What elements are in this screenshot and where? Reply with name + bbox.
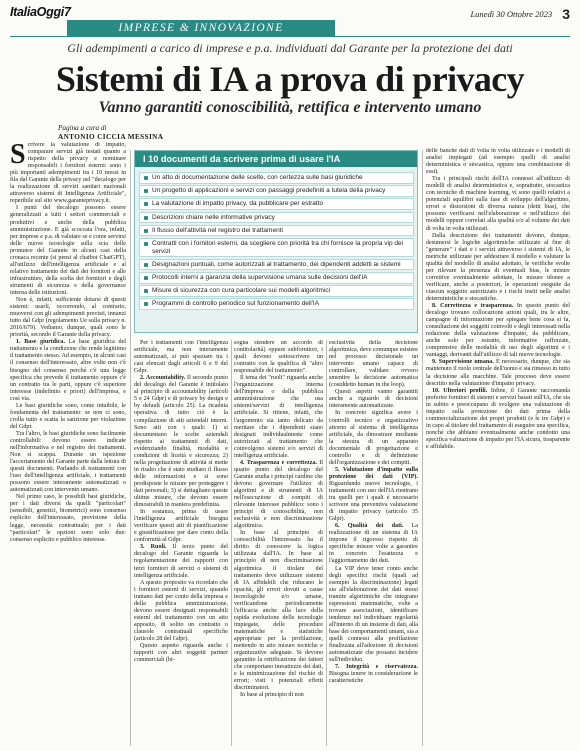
- issue-date: Lunedì 30 Ottobre 2023: [470, 9, 553, 19]
- page-info: [470, 6, 570, 22]
- section-bar: [67, 20, 335, 36]
- box-list-item: [139, 238, 414, 257]
- column-5: [426, 148, 570, 746]
- box-list-item: [139, 272, 414, 284]
- column-1: [10, 142, 126, 746]
- paragraph: In base al principio di conoscibilità l'interessato ha il diritto di conoscere la logica utilizzata dall'IA. In base al principio di non discriminazione algoritmica il titolare del trattamento deve utilizzare sistemi di IA affidabili che riducano le opacità, gli errori dovuti a cause tecnologiche e/o umane, verificandone periodicamente l'efficacia anche alla luce della rapida evoluzione delle tecnologie impiegate, delle procedure matematiche e statistiche appropriate per la profilazione, mettendo in atto misure tecniche e organizzative adeguate. Si devono garantire la rettificazione dei fattori che comportano inesattezze dei dati, e la minimizzazione del rischio di errori; visti i potenziali effetti discriminatori.: [234, 530, 323, 692]
- box-list-item: [139, 198, 414, 210]
- paragraph: In base al principio di non: [240, 692, 304, 699]
- box-list-item: [139, 212, 414, 224]
- paragraph: Il tema dei "ruoli" riguarda anche l'organizzazione interna dell'impresa o della pubblica amministrazione che usa sistemi/servizi di intelligenza artificiale. Si ritiene, infatti, che l'argomento sia tanto delicato da meritare che i dipendenti siano designati individualmente come autorizzati al trattamento che coinvolgono sistemi e/o servizi di intelligenza artificiale.: [234, 375, 323, 459]
- square-bullet-icon: [144, 216, 148, 220]
- box-list-item-text: La valutazione di impatto privacy, da pubblicare per estratto: [152, 200, 324, 208]
- column-divider: [422, 150, 423, 746]
- newspaper-logo: ItaliaOggi7: [10, 5, 71, 19]
- box-list-item-text: Contratti con i fornitori esterni, da scegliere con priorità tra chi fornisce la propria vip dei servizi: [152, 239, 404, 255]
- paragraph: A questo proposito va ricordato che i fornitori esterni di servizi, quando trattano dati per conto della impresa e della pubblica amministrazione, devono essere designati responsabili esterni del trattamento con un atto apposito, di solito un contratto o clausole contrattuali specifiche (articolo 28 del Gdpr).: [134, 579, 228, 642]
- box-list-item: [139, 225, 414, 237]
- paragraph: Tra i principali rischi dell'IA connessi all'utilizzo di modelli di analisi deterministica e, soprattutto, stocastica con tecniche di machine learning, vi sono quelli relativi a potenziali squilibri sulla fase di sviluppo dell'algoritmo, errori e distorsioni di diversa natura (detti bias), che possono verificarsi nell'elaborazione o nell'utilizzo dei modelli oppure correlati alla qualità e/o al volume dei dati di volta in volta utilizzati.: [426, 176, 570, 232]
- column-4: [329, 340, 418, 746]
- box-list-item: [139, 285, 414, 297]
- square-bullet-icon: [144, 289, 148, 293]
- box-list-item-text: Il flusso dell'attività nel registro dei trattamenti: [152, 226, 283, 234]
- box-list-item: [139, 172, 414, 184]
- drop-cap: S: [10, 142, 26, 170]
- paragraph: Non è, infatti, sufficiente dotarsi di questi sistemi: usarli, occorrendo, al contrario, muoversi con gli adempimenti previsti, innanzi tutto dal Gdpr (regolamento Ue sulla privacy n. 2016/679). Vediamo, dunque, quali sono le priorità, secondo il Garante della privacy.: [10, 297, 126, 339]
- paragraph: 5. Valutazione d'impatto sulla protezione dei dati (VIP). Riguardando nuove tecnologie, i trattamenti con uso dell'IA rientrano tra quelli per i quali è necessario scrivere una preventiva valutazione di impatto privacy (articolo 35 Gdpr).: [329, 466, 418, 523]
- headline: Sistemi di IA a prova di privacy: [55, 59, 525, 99]
- paragraph: esclusività della decisione algoritmica, deve comunque esistere nel processo decisionale un intervento umano capace di controllare, validare ovvero smentire la decisione automatica (cosiddetto human in the loop).: [329, 340, 418, 389]
- box-list: [139, 172, 414, 311]
- square-bullet-icon: [144, 242, 148, 246]
- paragraph: Tra l'altro, le basi giuridiche sono facilmente controllabili: devono essere indicate nell'informativa e nel registro dei trattamenti. Non si scappa. Durante un ispezione l'accertamento del Garante parte dalla lettura di questi documenti. Parlando di trattamenti con l'uso dell'intelligenza artificiale, i trattamenti possono essere interamente automatizzati o automatizzati con intervento umano.: [10, 430, 126, 494]
- paragraph: In concreto significa avere i controlli tecnico e organizzativo attorno al sistema di intelligenza artificiale, da dimostrare mediante la stesura di un apparato documentale di progettazione e controllo e di definizione dell'organizzazione e dei compiti.: [329, 410, 418, 466]
- paragraph: 9. Supervisione umana. È necessario, dunque, che sia mantenuto il ruolo centrale dell'uomo e sia rimesso in tutto la decisione alle macchine. Tale processo deve essere descritto nella valutazione d'impatto privacy.: [426, 359, 570, 387]
- paragraph: I punti del decalogo possono essere generalizzati a tutti i settori commerciali e produttivi e anche della pubblica amministrazione. E già scoccata l'ora, infatti, per imprese e p.a. di valutare se e come servirsi delle nuove tecnologie sulla scia delle pronunce del Garante in alcuni casi della cronaca recente (si pensi al chatbot ChatGPT), all'utilizzo dell'intelligenza artificiale e al relativo trattamento dei dati dei fornitori e alle infrastrutture, della scelta dei fornitori e degli strumenti di sicurezza e della governance interna delle istituzioni.: [10, 205, 126, 296]
- paragraph: In sostanza, prima di usare l'intelligenza artificiale bisogna verificare questi atti di pianificazione e giustificazione per dare conto della conformità al Gdpr.: [134, 509, 228, 544]
- square-bullet-icon: [144, 176, 148, 180]
- box-list-item: [139, 298, 414, 310]
- square-bullet-icon: [144, 263, 148, 267]
- paragraph: 4. Trasparenza e correttezza. Il quarto punto del decalogo del Garante studia i principi cardine che devono governare l'utilizzo di algoritmi e di strumenti di IA nell'esecuzione di compiti di rilevante interesse pubblico: sono i principi di conoscibilità, non esclusività e non discriminazione algoritmica.: [234, 459, 323, 530]
- box-list-item-text: Descrizioni chiare nelle informative privacy: [152, 213, 275, 221]
- paragraph: Questi aspetti vanno garantiti anche a riguardo di decisioni interamente automatizzate.: [329, 389, 418, 410]
- box-list-item-text: Misure di sicurezza con cura particolare sui modelli algoritmici: [152, 287, 331, 295]
- column-1-text: [10, 142, 126, 544]
- byline: [58, 124, 178, 142]
- box-list-item-text: Programmi di controllo periodico sul funzionamento dell'IA: [152, 300, 320, 308]
- paragraph: sogna stendere un accordo di contitolarità) oppure subfornitori, i quali devono sottoscrivere un contratto con la qualifica di "altro responsabile del trattamento".: [234, 340, 323, 375]
- square-bullet-icon: [144, 229, 148, 233]
- box-list-item: [139, 185, 414, 197]
- section-title: IMPRESE & INNOVAZIONE: [118, 22, 284, 34]
- kicker: Gli adempimenti a carico di imprese e p.a. individuati dal Garante per la protezione dei dati: [67, 41, 513, 55]
- page-number: 3: [562, 6, 570, 22]
- paragraph: 7. Integrità e riservatezza. Bisogna tenere in considerazione le caratteristiche: [329, 664, 418, 685]
- square-bullet-icon: [144, 202, 148, 206]
- paragraph: 3. Ruoli. Il terzo punto del decalogo del Garante riguarda la regolamentazione dei rapporti con terzi fornitori di servizi o sistemi di intelligenza artificiale.: [134, 544, 228, 579]
- column-3: [234, 340, 323, 746]
- paragraph: delle banche dati di volta in volta utilizzate e i modelli di analisi impiegati (ad esempio quelli di analisi deterministica o stocastica, oppure una combinazione di essi).: [426, 148, 570, 176]
- top-rule: [10, 36, 570, 37]
- paragraph: La VIP deve tener conto anche degli specifici rischi (quali ad esempio la discriminazione) legati sia all'elaborazione dei dati stessi tramite algoritmiche che integrano espressioni matematiche, volte a trovare associazioni, identificare tendenze nel individuare regolarità all'interno di un insieme di dati, alla base dei comportamenti umani, sia a quelli connessi alla profilazione finalizzata all'adozione di decisioni automatizzate che possano incidere sull'individuo.: [329, 565, 418, 664]
- box-title: I 10 documenti da scrivere prima di usare l'IA: [135, 151, 417, 167]
- paragraph: 8. Correttezza e trasparenza. In questo punto del decalogo trovano collocazione azioni quali, tra le altre, campagne di informazione per spiegare bene cosa si fa, consultazione dei soggetti coinvolti e degli interessati nella redazione della valutazione d'impatto, da pubblicare, anche solo per estratto, informative rafforzate, comprensive delle modalità di uso degli algoritmi e i vantaggi, derivanti dall'utilizzo di tali nuove tecnologie.: [426, 303, 570, 359]
- paragraph: 10. Ulteriori profili. Infine, il Garante raccomanda preferire fornitori di sistemi e servizi basati sull'IA, che sia in subito e preoccupano di svolgere una valutazione di impatto sulla protezione dei dati prima della commercializzazione dei propri prodotti (e le tre Gdpr) e in capo al titolare del trattamento di eseguire una specifica, nonché che abbiano eventualmente anche condotto una specifica valutazione di impatto per l'IA sicura, trasparente e affidabile.: [426, 387, 570, 450]
- column-divider: [326, 340, 327, 746]
- paragraph: 6. Qualità dei dati. La realizzazione di un sistema di IA impone il rigoroso rispetto di specifiche misure volte a garantire in concreto l'esattezza e l'aggiornamento dei dati.: [329, 523, 418, 565]
- paragraph: Per i trattamenti con l'intelligenza artificiale, ma non interamente automatizzati, si può spaziare tra i casi elencati dagli articoli 6 e 9 del Gdpr.: [134, 340, 228, 375]
- square-bullet-icon: [144, 302, 148, 306]
- square-bullet-icon: [144, 276, 148, 280]
- paragraph: Questo aspetto riguarda anche i rapporti con altri soggetti partner commerciali (bi-: [134, 643, 228, 664]
- paragraph: Le basi giuridiche sono, come intuibile, le fondamenta del trattamento: se non ci sono, crolla tutto e scatta la sanzione per violazione del Gdpr.: [10, 402, 126, 430]
- box-list-item: [139, 259, 414, 271]
- documents-box: [134, 150, 418, 333]
- paragraph: Dalla descrizione dei trattamenti devono, dunque, desumersi le logiche algoritmiche utilizzate al fine di "generare" i dati e i servizi attraverso i sistemi di IA, le metriche utilizzate per addestrare il modello e valutare la qualità del modello di analisi adottato, le verifiche svolte per rilevare la presenza di eventuali bias, le misure correttive eventualmente adottate, le misure idonee a verificare, anche a posteriori, le operazioni eseguite da ciascun soggetto autorizzato e i rischi insiti nelle analisi deterministiche e stocastiche.: [426, 232, 570, 302]
- column-divider: [231, 340, 232, 746]
- byline-prefix: Pagina a cura di: [58, 124, 107, 132]
- byline-author: ANTONIO CICCIA MESSINA: [58, 133, 164, 141]
- paragraph: crivere la valutazione di impatto, comparare servizi già testati quanto a rispetto della privacy e nominare responsabili i fornitori esterni: sono i più importanti adempimenti tra i 10 messi in fila dal Garante della privacy nel "decalogo per la realizzazione di servizi sanitari nazionali attraverso sistemi di Intelligenza Artificiale", reperibile sul sito www.garanteprivacy.it.: [10, 142, 126, 205]
- square-bullet-icon: [144, 189, 148, 193]
- paragraph: Nel primo caso, le possibili basi giuridiche, per i dati diversi da quelli "particolari" (sensibili, genetici, biometrici) sono consenso esplicito dell'interessato, previsione della legge, necessità contrattuale; per i dati "particolari" le opzioni sono solo due: consenso esplicito e pubblico interesse.: [10, 494, 126, 543]
- column-divider: [130, 150, 131, 746]
- box-list-item-text: Un atto di documentazione delle scelte, con certezza sulle basi giuridiche: [152, 174, 363, 181]
- paragraph: 2. Accountability. Il secondo punto del decalogo del Garante è intitolato al principio di accountability (articoli 5 e 24 Gdpr) e di privacy by design e by default (articolo 25). La ricaduta operativa di tutto ciò è la compilazione di atti aziendali interni. Sono atti con i quali: 1) si documentano le scelte aziendali rispetto ai trattamenti di dati, evidenziando finalità, modalità e condizioni di liceità e sicurezza; 2) nella progettazione di attività si mette in risalto che è stato studiato il flusso delle informazioni e si sono predisposte le misure per proteggere i dati personali; 3) si dettagliano queste ultime misure, che devono essere dimostrabili in maniera predefinita.: [134, 375, 228, 509]
- box-list-item-text: Un progetto di applicazioni e servizi con passaggi predefiniti a tutela della privacy: [152, 187, 386, 195]
- paragraph: 1. Base giuridica. La base giuridica del trattamento e la condizione che rende legittimo il trattamento stesso. Ad esempio, in alcuni casi il consenso dell'interessato, altre volte non c'è bisogno del consenso perché c'è una legge specifica che prevede il trattamento oppure c'è un contratto tra le parti, oppure c'è superiore interesse (indefinito e priori) dell'impresa, e così via.: [10, 339, 126, 402]
- box-list-item-text: Protocolli interni a garanzia della supervisione umana sulle decisioni dell'IA: [152, 273, 368, 281]
- box-list-item-text: Designazioni puntuali, come autorizzati al trattamento, dei dipendenti addetti ai sistemi: [152, 260, 401, 268]
- column-2: [134, 340, 228, 746]
- subheadline: Vanno garantiti conoscibilità, rettifica e intervento umano: [98, 99, 482, 116]
